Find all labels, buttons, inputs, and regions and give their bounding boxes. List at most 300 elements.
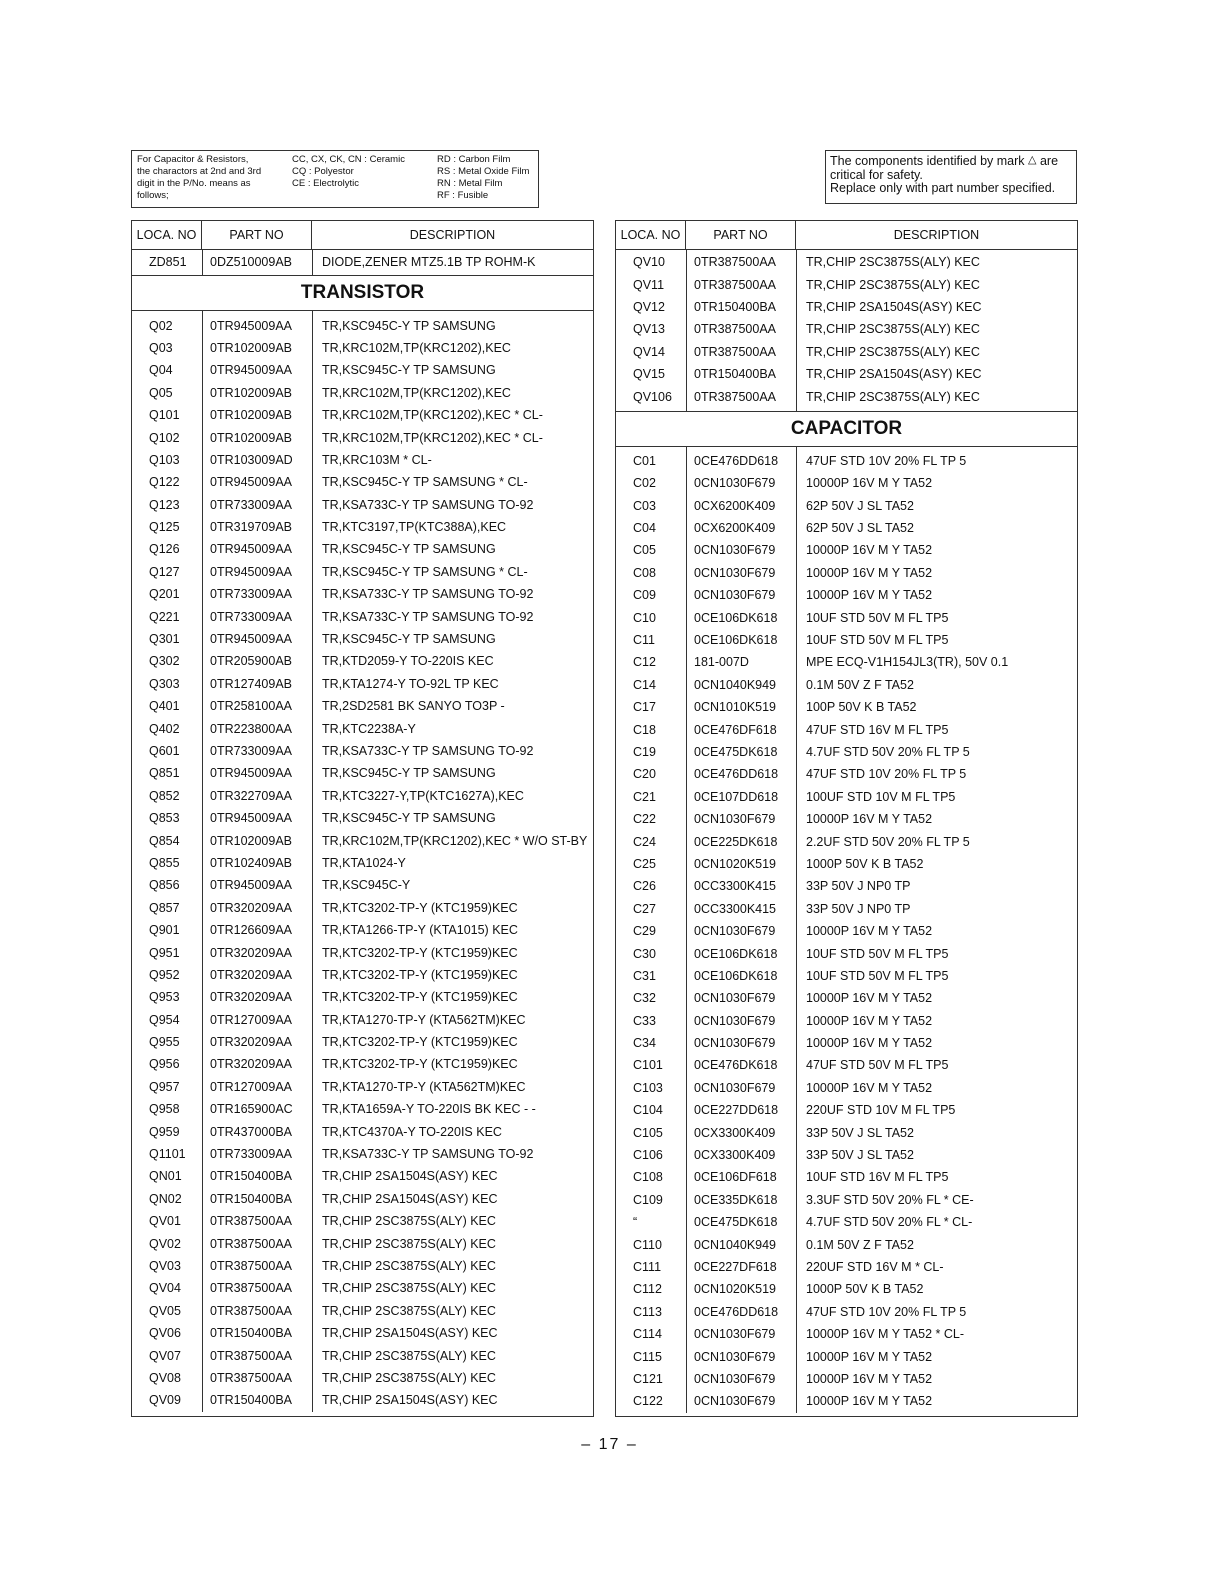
section-title-transistor: TRANSISTOR — [132, 275, 593, 311]
legend-text: RN : Metal Film — [437, 178, 503, 189]
cell-loca-no: Q127 — [149, 564, 180, 579]
cell-description: 10UF STD 50V M FL TP5 — [806, 610, 949, 625]
cell-loca-no: C106 — [633, 1148, 663, 1163]
cell-loca-no: C101 — [633, 1058, 663, 1073]
table-header — [616, 221, 1077, 250]
cell-part-no: 0TR127009AA — [210, 1012, 293, 1027]
cell-loca-no: QV07 — [149, 1348, 181, 1363]
cell-part-no: 0CE227DF618 — [694, 1259, 777, 1274]
cell-loca-no: Q03 — [149, 340, 173, 355]
cell-loca-no: C112 — [633, 1282, 662, 1297]
cell-loca-no: Q851 — [149, 766, 180, 781]
cell-loca-no: ZD851 — [149, 255, 187, 270]
cell-part-no: 0TR223800AA — [210, 721, 293, 736]
cell-loca-no: Q959 — [149, 1124, 180, 1139]
cell-part-no: 0TR102009AB — [210, 340, 293, 355]
cell-loca-no: QV15 — [633, 367, 665, 382]
cell-description: TR,CHIP 2SC3875S(ALY) KEC — [322, 1348, 496, 1363]
cell-part-no: 0TR102009AB — [210, 385, 293, 400]
cell-part-no: 0CN1030F679 — [694, 1349, 776, 1364]
cell-part-no: 0CE475DK618 — [694, 745, 778, 759]
column-divider — [202, 250, 203, 275]
cell-part-no: 0TR387500AA — [694, 277, 777, 292]
cell-description: TR,KRC102M,TP(KRC1202),KEC — [322, 385, 511, 400]
safety-notice — [825, 150, 1077, 204]
cell-part-no: 0CN1030F679 — [694, 588, 776, 603]
cell-loca-no: Q958 — [149, 1102, 180, 1117]
cell-description: 10UF STD 50V M FL TP5 — [806, 633, 949, 648]
cell-loca-no: Q122 — [149, 475, 180, 490]
cell-loca-no: C29 — [633, 924, 656, 939]
cell-loca-no: C111 — [633, 1259, 662, 1274]
cell-part-no: 0TR945009AA — [210, 564, 293, 579]
cell-part-no: 0TR387500AA — [210, 1258, 293, 1273]
cell-description: 47UF STD 10V 20% FL TP 5 — [806, 453, 967, 468]
cell-part-no: 0TR102009AB — [210, 430, 293, 445]
cell-description: 47UF STD 10V 20% FL TP 5 — [806, 767, 967, 782]
cell-loca-no: Q957 — [149, 1079, 180, 1094]
cell-part-no: 0TR387500AA — [694, 344, 777, 359]
legend-text: digit in the P/No. means as — [137, 178, 251, 189]
cell-description: TR,KRC103M * CL- — [322, 452, 432, 467]
cell-description: 220UF STD 10V M FL TP5 — [806, 1103, 956, 1118]
cell-part-no: 0CN1030F679 — [694, 991, 776, 1006]
cell-description: 10000P 16V M Y TA52 * CL- — [806, 1327, 964, 1342]
cell-loca-no: C27 — [633, 901, 656, 916]
cell-description: TR,KTA1266-TP-Y (KTA1015) KEC — [322, 923, 518, 938]
cell-loca-no: C24 — [633, 834, 656, 849]
cell-part-no: 0CN1030F679 — [694, 1013, 776, 1028]
cell-description: TR,KSC945C-Y TP SAMSUNG — [322, 632, 496, 647]
cell-description: 1000P 50V K B TA52 — [806, 1282, 924, 1297]
cell-loca-no: C02 — [633, 476, 656, 491]
cell-part-no: 0CX3300K409 — [694, 1148, 776, 1163]
cell-part-no: 0TR150400BA — [694, 367, 777, 382]
cell-description: TR,KSC945C-Y TP SAMSUNG — [322, 811, 496, 826]
cell-loca-no: Q101 — [149, 408, 180, 423]
cell-description: TR,CHIP 2SA1504S(ASY) KEC — [806, 299, 982, 314]
cell-loca-no: QV04 — [149, 1281, 181, 1296]
cell-loca-no: C20 — [633, 767, 656, 782]
cell-part-no: 0CN1030F679 — [694, 1371, 776, 1386]
cell-loca-no: Q855 — [149, 855, 180, 870]
cell-description: TR,KTC3202-TP-Y (KTC1959)KEC — [322, 1035, 518, 1050]
legend-text: CQ : Polyestor — [292, 166, 354, 177]
cell-loca-no: C14 — [633, 677, 656, 692]
cell-description: 10000P 16V M Y TA52 — [806, 1013, 933, 1028]
cell-part-no: 0TR322709AA — [210, 788, 293, 803]
cell-part-no: 0TR103009AD — [210, 452, 293, 467]
table-body — [132, 250, 593, 275]
legend-text: RS : Metal Oxide Film — [437, 166, 530, 177]
cell-loca-no: Q951 — [149, 945, 180, 960]
legend-col-1 — [137, 154, 277, 202]
cell-part-no: 0CN1010K519 — [694, 700, 777, 715]
cell-description: TR,KSC945C-Y TP SAMSUNG * CL- — [322, 564, 528, 579]
cell-description: 10000P 16V M Y TA52 — [806, 1036, 933, 1051]
cell-loca-no: Q302 — [149, 654, 180, 669]
cell-description: MPE ECQ-V1H154JL3(TR), 50V 0.1 — [806, 655, 1009, 670]
cell-part-no: 0TR320209AA — [210, 1035, 293, 1050]
cell-part-no: 0CE476DK618 — [694, 1058, 778, 1073]
cell-description: 3.3UF STD 50V 20% FL * CE- — [806, 1192, 974, 1207]
cell-description: 220UF STD 16V M * CL- — [806, 1259, 944, 1274]
cell-part-no: 0TR387500AA — [210, 1236, 293, 1251]
cell-loca-no: C110 — [633, 1237, 662, 1252]
cell-description: TR,KTA1270-TP-Y (KTA562TM)KEC — [322, 1079, 526, 1094]
notice-text: The components identified by mark — [830, 154, 1025, 168]
cell-loca-no: Q103 — [149, 452, 180, 467]
cell-description: 0.1M 50V Z F TA52 — [806, 677, 914, 692]
cell-description: TR,KTC4370A-Y TO-220IS KEC — [322, 1124, 502, 1139]
legend-text: CC, CX, CK, CN : Ceramic — [292, 154, 405, 165]
cell-part-no: 0TR150400BA — [210, 1191, 293, 1206]
cell-loca-no: Q956 — [149, 1057, 180, 1072]
cell-description: TR,CHIP 2SC3875S(ALY) KEC — [322, 1370, 496, 1385]
cell-loca-no: Q201 — [149, 587, 180, 602]
cell-description: 10000P 16V M Y TA52 — [806, 924, 933, 939]
cell-loca-no: Q955 — [149, 1035, 180, 1050]
cell-part-no: 0CE106DK618 — [694, 633, 778, 648]
cell-part-no: 0CN1030F679 — [694, 812, 776, 827]
cell-part-no: 0TR126609AA — [210, 923, 293, 938]
header-part-no: PART NO — [686, 221, 796, 249]
header-description: DESCRIPTION — [893, 228, 980, 242]
cell-part-no: 0TR945009AA — [210, 542, 293, 557]
cell-loca-no: Q857 — [149, 900, 180, 915]
cell-description: 33P 50V J NP0 TP — [806, 901, 911, 916]
cell-loca-no: Q954 — [149, 1012, 180, 1027]
cell-description: 33P 50V J SL TA52 — [806, 1125, 914, 1140]
table-body — [616, 447, 1077, 1413]
cell-loca-no: C25 — [633, 856, 656, 871]
cell-description: TR,KSA733C-Y TP SAMSUNG TO-92 — [322, 609, 534, 624]
cell-description: TR,CHIP 2SC3875S(ALY) KEC — [322, 1303, 496, 1318]
page-number: – 17 – — [581, 1436, 638, 1453]
cell-loca-no: C11 — [633, 633, 656, 648]
cell-description: TR,CHIP 2SC3875S(ALY) KEC — [806, 277, 980, 292]
cell-part-no: 0TR945009AA — [210, 363, 293, 378]
cell-loca-no: C05 — [633, 543, 656, 558]
cell-loca-no: Q953 — [149, 990, 180, 1005]
cell-description: 4.7UF STD 50V 20% FL TP 5 — [806, 745, 970, 759]
cell-loca-no: Q901 — [149, 923, 180, 938]
cell-part-no: 0CN1030F679 — [694, 1080, 776, 1095]
cell-description: TR,CHIP 2SA1504S(ASY) KEC — [322, 1191, 498, 1206]
cell-description: TR,KSC945C-Y TP SAMSUNG — [322, 318, 496, 333]
cell-part-no: 0TR387500AA — [210, 1214, 293, 1229]
cell-description: DIODE,ZENER MTZ5.1B TP ROHM-K — [322, 255, 536, 270]
cell-part-no: 0TR127009AA — [210, 1079, 293, 1094]
cell-description: 10000P 16V M Y TA52 — [806, 1371, 933, 1386]
cell-loca-no: C09 — [633, 588, 656, 603]
column-divider — [202, 311, 203, 1411]
cell-loca-no: QV06 — [149, 1326, 181, 1341]
cell-part-no: 0CE106DK618 — [694, 946, 778, 961]
cell-part-no: 0CN1020K519 — [694, 856, 777, 871]
cell-loca-no: C33 — [633, 1013, 656, 1028]
cell-loca-no: C17 — [633, 700, 656, 715]
cell-loca-no: C103 — [633, 1080, 663, 1095]
cell-part-no: 0TR387500AA — [210, 1281, 293, 1296]
cell-part-no: 0CN1040K949 — [694, 677, 777, 692]
cell-loca-no: C22 — [633, 812, 656, 827]
cell-description: TR,2SD2581 BK SANYO TO3P - — [322, 699, 505, 714]
cell-part-no: 0CE106DK618 — [694, 968, 778, 983]
table-body — [616, 250, 1077, 411]
cell-part-no: 0TR102409AB — [210, 855, 293, 870]
cell-part-no: 0CX6200K409 — [694, 521, 776, 536]
cell-description: TR,KTC3202-TP-Y (KTC1959)KEC — [322, 967, 518, 982]
cell-loca-no: C31 — [633, 968, 656, 983]
cell-description: 10000P 16V M Y TA52 — [806, 991, 933, 1006]
notice-text: are critical for safety. — [830, 154, 1059, 182]
cell-part-no: 0TR320209AA — [210, 945, 293, 960]
cell-part-no: 0CN1030F679 — [694, 1394, 776, 1409]
cell-loca-no: C115 — [633, 1349, 662, 1364]
cell-loca-no: QV08 — [149, 1370, 181, 1385]
cell-part-no: 0TR387500AA — [210, 1370, 293, 1385]
cell-description: TR,KTC3202-TP-Y (KTC1959)KEC — [322, 900, 518, 915]
cell-description: TR,KTC3197,TP(KTC388A),KEC — [322, 520, 507, 535]
cell-description: TR,KTA1270-TP-Y (KTA562TM)KEC — [322, 1012, 526, 1027]
cell-loca-no: QV05 — [149, 1303, 181, 1318]
cell-part-no: 0TR945009AA — [210, 878, 293, 893]
header-loca-no: LOCA. NO — [616, 221, 686, 249]
cell-loca-no: C122 — [633, 1394, 663, 1409]
cell-loca-no: Q123 — [149, 497, 180, 512]
cell-loca-no: Q04 — [149, 363, 173, 378]
cell-loca-no: QV02 — [149, 1236, 181, 1251]
cell-loca-no: Q852 — [149, 788, 180, 803]
cell-loca-no: QN02 — [149, 1191, 182, 1206]
cell-part-no: 0TR387500AA — [694, 389, 777, 404]
cell-loca-no: QV14 — [633, 344, 665, 359]
header-part-no: PART NO — [202, 221, 312, 249]
cell-part-no: 0TR945009AA — [210, 811, 293, 826]
cell-description: TR,CHIP 2SC3875S(ALY) KEC — [806, 389, 980, 404]
cell-description: TR,CHIP 2SA1504S(ASY) KEC — [322, 1326, 498, 1341]
column-divider — [312, 250, 313, 275]
cell-loca-no: C105 — [633, 1125, 663, 1140]
cell-part-no: 0TR102009AB — [210, 408, 293, 423]
cell-loca-no: C34 — [633, 1036, 656, 1051]
cell-part-no: 0CN1030F679 — [694, 924, 776, 939]
cell-loca-no: Q05 — [149, 385, 173, 400]
cell-part-no: 0CX6200K409 — [694, 498, 776, 513]
column-divider — [686, 447, 687, 1413]
cell-description: TR,CHIP 2SC3875S(ALY) KEC — [806, 344, 980, 359]
cell-part-no: 0TR165900AC — [210, 1102, 293, 1117]
cell-part-no: 0TR733009AA — [210, 609, 293, 624]
cell-part-no: 0CN1030F679 — [694, 543, 776, 558]
cell-description: 10000P 16V M Y TA52 — [806, 565, 933, 580]
cell-description: TR,CHIP 2SC3875S(ALY) KEC — [322, 1214, 496, 1229]
cell-description: TR,KRC102M,TP(KRC1202),KEC — [322, 340, 511, 355]
cell-description: 10000P 16V M Y TA52 — [806, 1349, 933, 1364]
cell-loca-no: Q221 — [149, 609, 180, 624]
cell-part-no: 0TR945009AA — [210, 766, 293, 781]
cell-description: 47UF STD 10V 20% FL TP 5 — [806, 1304, 967, 1319]
notice-line-2: Replace only with part number specified. — [830, 181, 1056, 195]
legend-text: RD : Carbon Film — [437, 154, 511, 165]
cell-part-no: 0TR387500AA — [694, 255, 777, 270]
cell-part-no: 0TR150400BA — [210, 1169, 293, 1184]
cell-loca-no: C10 — [633, 610, 656, 625]
cell-part-no: 0DZ510009AB — [210, 255, 293, 270]
cell-loca-no: QV11 — [633, 277, 665, 292]
cell-loca-no: Q102 — [149, 430, 180, 445]
cell-loca-no: Q303 — [149, 676, 180, 691]
cell-description: TR,CHIP 2SA1504S(ASY) KEC — [322, 1169, 498, 1184]
cell-part-no: 0TR150400BA — [210, 1393, 293, 1408]
cell-part-no: 181-007D — [694, 655, 749, 670]
cell-description: TR,KTC3202-TP-Y (KTC1959)KEC — [322, 945, 518, 960]
cell-description: 33P 50V J SL TA52 — [806, 1148, 914, 1163]
cell-description: 33P 50V J NP0 TP — [806, 879, 911, 894]
cell-description: TR,CHIP 2SC3875S(ALY) KEC — [322, 1281, 496, 1296]
cell-part-no: 0CN1030F679 — [694, 1036, 776, 1051]
cell-loca-no: Q301 — [149, 632, 180, 647]
cell-description: 62P 50V J SL TA52 — [806, 498, 914, 513]
column-divider — [686, 250, 687, 411]
cell-part-no: 0CE106DK618 — [694, 610, 778, 625]
cell-loca-no: QV13 — [633, 322, 665, 337]
cell-part-no: 0TR320209AA — [210, 967, 293, 982]
cell-loca-no: “ — [633, 1215, 638, 1230]
cell-part-no: 0CE107DD618 — [694, 789, 779, 804]
cell-part-no: 0CE476DD618 — [694, 767, 779, 782]
cell-description: TR,KRC102M,TP(KRC1202),KEC * CL- — [322, 408, 543, 423]
cell-loca-no: C21 — [633, 789, 656, 804]
cell-description: TR,KTC3227-Y,TP(KTC1627A),KEC — [322, 788, 524, 803]
cell-loca-no: Q1101 — [149, 1147, 186, 1162]
cell-description: TR,KTC2238A-Y — [322, 721, 416, 736]
legend-text: CE : Electrolytic — [292, 178, 360, 189]
cell-description: TR,KTA1274-Y TO-92L TP KEC — [322, 676, 499, 691]
cell-description: 10UF STD 50V M FL TP5 — [806, 946, 949, 961]
cell-loca-no: Q401 — [149, 699, 180, 714]
cell-loca-no: Q853 — [149, 811, 180, 826]
cell-loca-no: C104 — [633, 1103, 663, 1118]
legend-box — [131, 150, 539, 208]
cell-loca-no: QV12 — [633, 299, 665, 314]
cell-description: 4.7UF STD 50V 20% FL * CL- — [806, 1215, 973, 1230]
cell-description: 10000P 16V M Y TA52 — [806, 1080, 933, 1095]
legend-text: the charactors at 2nd and 3rd — [137, 166, 262, 177]
cell-description: 47UF STD 50V M FL TP5 — [806, 1058, 949, 1073]
cell-description: TR,KTC3202-TP-Y (KTC1959)KEC — [322, 990, 518, 1005]
cell-description: TR,CHIP 2SA1504S(ASY) KEC — [322, 1393, 498, 1408]
parts-table-left — [131, 220, 594, 1417]
cell-part-no: 0CC3300K415 — [694, 901, 777, 916]
cell-description: TR,KSA733C-Y TP SAMSUNG TO-92 — [322, 587, 534, 602]
cell-description: TR,KSC945C-Y TP SAMSUNG * CL- — [322, 475, 528, 490]
header-description: DESCRIPTION — [409, 228, 496, 242]
cell-part-no: 0TR945009AA — [210, 475, 293, 490]
cell-part-no: 0TR320209AA — [210, 900, 293, 915]
cell-part-no: 0CE476DF618 — [694, 722, 777, 737]
cell-loca-no: C19 — [633, 745, 656, 759]
cell-description: 10UF STD 50V M FL TP5 — [806, 968, 949, 983]
cell-part-no: 0TR387500AA — [210, 1303, 293, 1318]
cell-part-no: 0TR945009AA — [210, 632, 293, 647]
legend-col-3 — [437, 154, 542, 202]
cell-description: TR,KSC945C-Y TP SAMSUNG — [322, 542, 496, 557]
column-divider — [796, 447, 797, 1413]
cell-part-no: 0CE225DK618 — [694, 834, 778, 849]
cell-loca-no: QV09 — [149, 1393, 181, 1408]
cell-loca-no: C08 — [633, 565, 656, 580]
cell-part-no: 0CE335DK618 — [694, 1192, 778, 1207]
cell-part-no: 0TR150400BA — [210, 1326, 293, 1341]
cell-loca-no: C18 — [633, 722, 656, 737]
cell-loca-no: Q854 — [149, 833, 180, 848]
cell-description: TR,KRC102M,TP(KRC1202),KEC * CL- — [322, 430, 543, 445]
cell-description: TR,KSC945C-Y — [322, 878, 411, 893]
cell-loca-no: Q02 — [149, 318, 173, 333]
cell-description: 0.1M 50V Z F TA52 — [806, 1237, 914, 1252]
cell-loca-no: Q856 — [149, 878, 180, 893]
cell-description: 100P 50V K B TA52 — [806, 700, 917, 715]
cell-loca-no: C121 — [633, 1371, 663, 1386]
cell-part-no: 0CN1030F679 — [694, 476, 776, 491]
cell-part-no: 0TR733009AA — [210, 497, 293, 512]
cell-part-no: 0TR387500AA — [210, 1348, 293, 1363]
cell-description: 10000P 16V M Y TA52 — [806, 812, 933, 827]
cell-description: TR,KTD2059-Y TO-220IS KEC — [322, 654, 494, 669]
legend-text: For Capacitor & Resistors, — [137, 154, 249, 165]
cell-loca-no: C32 — [633, 991, 656, 1006]
cell-loca-no: Q601 — [149, 744, 180, 758]
cell-part-no: 0CE476DD618 — [694, 453, 779, 468]
cell-description: TR,CHIP 2SC3875S(ALY) KEC — [322, 1236, 496, 1251]
cell-part-no: 0CN1030F679 — [694, 1327, 776, 1342]
cell-loca-no: QV03 — [149, 1258, 181, 1273]
cell-part-no: 0TR319709AB — [210, 520, 293, 535]
cell-loca-no: C04 — [633, 521, 656, 536]
cell-loca-no: QV01 — [149, 1214, 181, 1229]
cell-description: TR,KSA733C-Y TP SAMSUNG TO-92 — [322, 1147, 534, 1162]
cell-loca-no: QV10 — [633, 255, 665, 270]
table-header — [132, 221, 593, 250]
cell-loca-no: C26 — [633, 879, 656, 894]
cell-part-no: 0TR320209AA — [210, 990, 293, 1005]
warning-triangle-icon: △ — [1028, 154, 1037, 166]
cell-part-no: 0TR733009AA — [210, 744, 293, 758]
cell-part-no: 0TR387500AA — [694, 322, 777, 337]
column-divider — [796, 250, 797, 411]
cell-part-no: 0TR127409AB — [210, 676, 293, 691]
cell-description: TR,CHIP 2SA1504S(ASY) KEC — [806, 367, 982, 382]
section-title-capacitor: CAPACITOR — [616, 411, 1077, 447]
cell-loca-no: Q402 — [149, 721, 180, 736]
table-body — [132, 311, 593, 1411]
column-divider — [312, 311, 313, 1411]
cell-loca-no: C01 — [633, 453, 656, 468]
legend-col-2 — [292, 154, 432, 190]
cell-description: 62P 50V J SL TA52 — [806, 521, 914, 536]
cell-description: 10000P 16V M Y TA52 — [806, 543, 933, 558]
cell-loca-no: Q126 — [149, 542, 180, 557]
cell-description: TR,KTA1024-Y — [322, 855, 406, 870]
cell-description: TR,CHIP 2SC3875S(ALY) KEC — [322, 1258, 496, 1273]
cell-loca-no: C114 — [633, 1327, 662, 1342]
cell-part-no: 0CE227DD618 — [694, 1103, 779, 1118]
cell-description: 2.2UF STD 50V 20% FL TP 5 — [806, 834, 970, 849]
legend-text: RF : Fusible — [437, 190, 489, 201]
cell-description: TR,KSC945C-Y TP SAMSUNG — [322, 766, 496, 781]
